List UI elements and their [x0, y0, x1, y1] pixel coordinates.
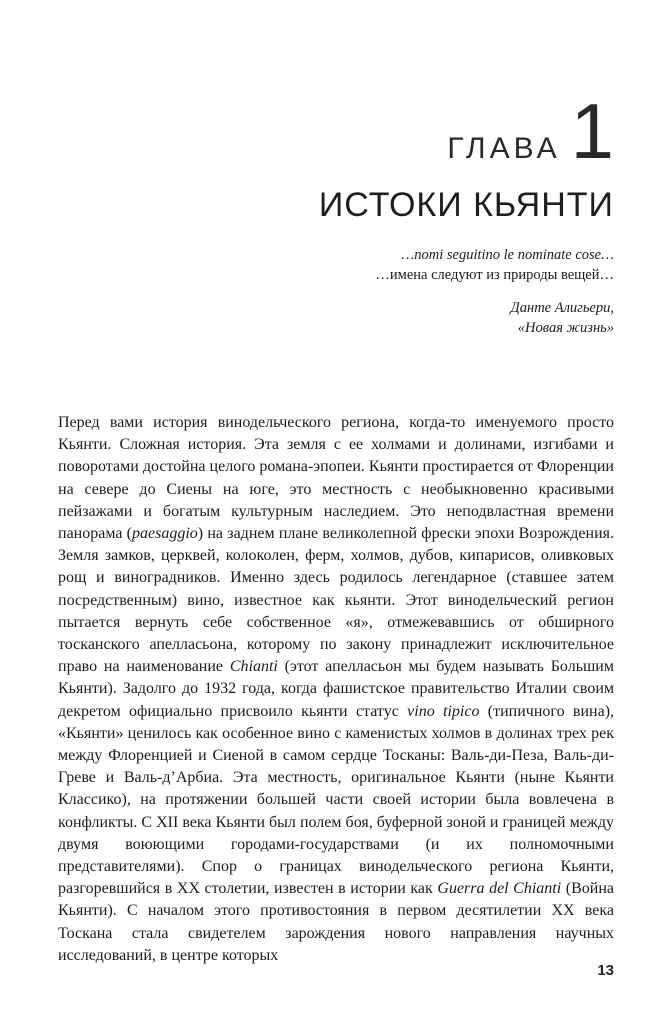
body-paragraph: [58, 412, 614, 967]
italic-term: Guerra del Chianti: [437, 880, 562, 898]
body-text-segment: (этот апелласьон мы будем называть Большим Кьянти). Задолго до 1932 года, когда фашистское правительство Италии своим декретом официально присвоило кьянти статус: [58, 658, 614, 720]
italic-term: paesaggio: [132, 525, 198, 543]
body-text-segment: (Война Кьянти). С началом этого противостояния в первом десятилетии XX века Тоскана стала свидетелем зарождения нового направления научных исследований, в центре которых: [58, 880, 614, 964]
italic-term: Chianti: [229, 658, 278, 676]
chapter-heading: [447, 87, 614, 175]
epigraph-italian-line: …nomi seguitino le nominate cose…: [401, 247, 614, 263]
page-number: 13: [597, 962, 614, 979]
epigraph-author: Данте Алигьери,: [510, 300, 614, 316]
chapter-number: 1: [570, 87, 614, 175]
epigraph-russian-line: …имена следуют из природы вещей…: [375, 267, 614, 283]
italic-term: vino tipico: [407, 702, 480, 720]
body-text-segment: ) на заднем плане великолепной фрески эпохи Возрождения. Земля замков, церквей, колоколен, ферм, холмов, дубов, кипарисов, оливковых рощ и виноградников. Именно здесь родилось легендарное (ставшее затем посредственным) вино, известное как кьянти. Этот винодельческий регион пытается вернуть себе собственное «я», отмежевавшись от обширного тосканского апелласьона, которому по закону принадлежит исключительное право на наименование: [58, 525, 614, 676]
chapter-label: ГЛАВА: [447, 132, 561, 165]
body-text-segment: Перед вами история винодельческого региона, когда-то именуемого просто Кьянти. Сложная история. Эта земля с ее холмами и долинами, изгибами и поворотами достойна целого романа-эпопеи. Кьянти простирается от Флоренции на севере до Сиены на юге, это местность с необыкновенно красивыми пейзажами и богатым культурным наследием. Это неподвластная времени панорама (: [58, 414, 614, 543]
epigraph-work: «Новая жизнь»: [517, 320, 614, 336]
body-text-segment: (типичного вина), «Кьянти» ценилось как особенное вино с каменистых холмов в долинах трех рек между Флоренцией и Сиеной в самом сердце Тосканы: Валь-ди-Пеза, Валь-ди-Греве и Валь-д’Арбиа. Эта местность, оригинальное Кьянти (ныне Кьянти Классико), на протяжении большей части своей истории была вовлечена в конфликты. С XII века Кьянти был полем боя, буферной зоной и границей между двумя воюющими городами-государствами (и их полномочными представителями). Спор о границах винодельческого региона Кьянти, разгоревшийся в XX столетии, известен в истории как: [58, 702, 615, 898]
chapter-title: ИСТОКИ КЬЯНТИ: [318, 186, 614, 224]
epigraph: [284, 245, 614, 338]
